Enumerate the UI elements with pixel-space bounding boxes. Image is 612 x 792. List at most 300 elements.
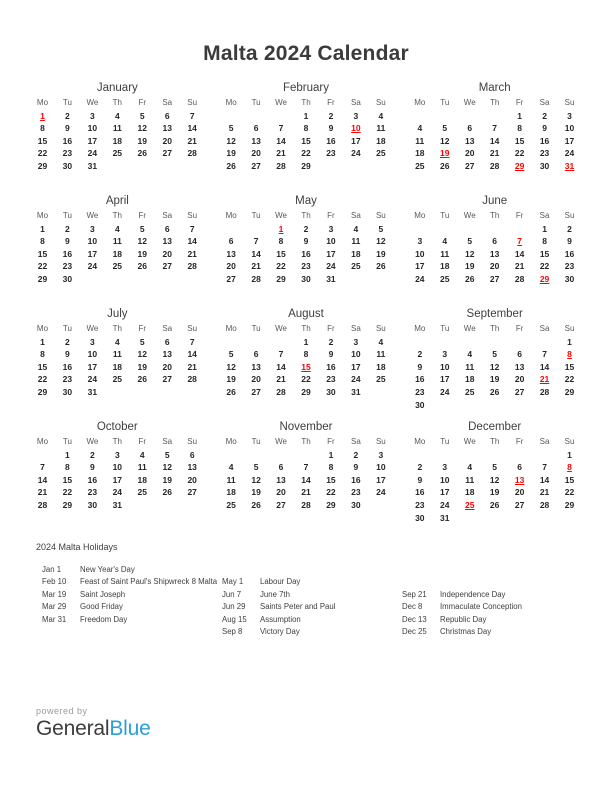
day-cell: 16: [62, 361, 73, 372]
day-cell: 3: [417, 236, 423, 247]
day-header: Sa: [351, 437, 361, 446]
holiday-date: Feb 10: [42, 577, 67, 587]
day-cell: 15: [62, 474, 73, 485]
holiday-row: [222, 614, 402, 626]
day-cell: 17: [326, 248, 336, 259]
day-cell: 9: [542, 123, 547, 134]
holiday-name: Good Friday: [80, 602, 123, 612]
day-cell-holiday: 29: [539, 273, 550, 284]
day-cell: 6: [189, 449, 195, 460]
holiday-row: [42, 601, 222, 613]
day-header: Sa: [351, 324, 361, 333]
day-header: We: [275, 211, 287, 220]
holiday-name: New Year's Day: [80, 565, 135, 574]
day-cell: 4: [378, 336, 384, 347]
day-grid: [30, 436, 205, 512]
month-february: [219, 80, 394, 193]
day-cell: 3: [90, 110, 95, 121]
day-cell: 24: [87, 148, 98, 159]
day-header: Su: [564, 437, 575, 446]
day-cell: 22: [37, 374, 48, 385]
day-header: Th: [301, 98, 311, 107]
day-header: Tu: [251, 211, 261, 220]
day-cell: 20: [162, 361, 172, 372]
day-cell: 11: [137, 462, 147, 473]
day-cell: 17: [415, 261, 425, 272]
day-header: Th: [301, 324, 311, 333]
day-cell: 9: [65, 349, 70, 360]
day-cell: 5: [253, 462, 259, 473]
day-cell-holiday: 21: [539, 374, 550, 385]
holiday-row: [222, 576, 402, 588]
day-cell: 22: [62, 487, 73, 498]
day-cell: 2: [65, 110, 70, 121]
day-header: Mo: [36, 98, 49, 107]
day-cell: 29: [62, 499, 73, 510]
day-cell: 18: [112, 248, 123, 259]
day-header: Tu: [62, 211, 72, 220]
day-cell: 5: [467, 236, 473, 247]
day-cell: 26: [489, 386, 500, 397]
day-cell: 23: [87, 487, 98, 498]
day-cell: 31: [112, 499, 123, 510]
month-title: August: [288, 308, 324, 320]
day-cell: 12: [440, 135, 450, 146]
day-cell: 25: [415, 160, 425, 171]
day-cell: 7: [278, 349, 284, 360]
holiday-date: May 1: [222, 577, 244, 587]
day-cell: 26: [162, 487, 172, 498]
day-cell: 24: [376, 487, 386, 498]
day-cell: 11: [226, 474, 236, 485]
day-cell: 2: [328, 110, 334, 121]
day-cell: 28: [539, 386, 550, 397]
day-cell: 23: [301, 261, 311, 272]
day-cell: 9: [65, 123, 70, 134]
day-cell: 18: [376, 361, 386, 372]
day-cell: 16: [564, 248, 575, 259]
day-cell: 11: [112, 236, 122, 247]
day-cell: 29: [276, 273, 286, 284]
month-july: [30, 306, 205, 419]
day-cell: 11: [465, 361, 475, 372]
day-cell: 9: [567, 236, 572, 247]
day-header: Fr: [138, 437, 147, 446]
day-cell: 19: [489, 487, 500, 498]
day-cell: 24: [351, 148, 361, 159]
day-cell: 30: [326, 386, 336, 397]
holiday-name: Independence Day: [440, 589, 506, 599]
day-header: Sa: [162, 324, 173, 333]
day-cell: 15: [37, 361, 48, 372]
day-cell: 30: [62, 386, 73, 397]
day-header: Sa: [162, 98, 173, 107]
day-header: Sa: [162, 211, 173, 220]
day-header: Fr: [515, 437, 524, 446]
day-cell: 21: [276, 148, 286, 159]
day-cell: 26: [376, 261, 386, 272]
day-cell: 21: [251, 261, 261, 272]
day-cell: 27: [162, 374, 172, 385]
holiday-name: Freedom Day: [80, 614, 128, 624]
day-cell: 3: [353, 110, 359, 121]
day-cell: 5: [164, 449, 170, 460]
day-cell: 14: [276, 135, 286, 146]
month-title: January: [96, 82, 138, 94]
day-header: Su: [187, 211, 198, 220]
day-cell: 1: [567, 449, 572, 460]
day-cell: 24: [326, 261, 336, 272]
day-cell: 22: [539, 261, 550, 272]
holiday-row: [42, 589, 222, 601]
day-cell: 9: [328, 123, 334, 134]
day-cell: 2: [90, 449, 95, 460]
day-cell: 19: [226, 148, 236, 159]
day-cell: 14: [251, 248, 261, 259]
day-cell: 18: [440, 261, 450, 272]
day-cell: 13: [489, 248, 500, 259]
day-header: Th: [301, 437, 311, 446]
day-cell: 30: [62, 160, 73, 171]
day-cell: 7: [189, 110, 195, 121]
day-cell: 2: [417, 462, 423, 473]
holiday-name: Assumption: [260, 614, 301, 624]
day-cell: 6: [164, 336, 170, 347]
holiday-date: Dec 13: [402, 614, 427, 624]
day-cell: 21: [539, 487, 550, 498]
month-title: February: [282, 82, 329, 94]
month-title: May: [295, 195, 317, 207]
holiday-row: [402, 614, 582, 626]
day-header: Tu: [251, 437, 261, 446]
day-cell: 2: [417, 349, 423, 360]
holiday-name: Feast of Saint Paul's Shipwreck 8 Malta: [80, 577, 218, 587]
day-grid: [219, 210, 394, 286]
day-cell: 31: [326, 273, 336, 284]
day-cell: 13: [162, 236, 172, 247]
month-title: September: [466, 308, 523, 320]
day-cell: 3: [567, 110, 572, 121]
day-cell: 17: [112, 474, 123, 485]
day-cell: 14: [187, 123, 197, 134]
day-cell: 31: [351, 386, 361, 397]
day-cell: 20: [162, 135, 172, 146]
day-cell: 5: [139, 223, 145, 234]
day-cell: 5: [492, 462, 498, 473]
holiday-name: June 7th: [260, 589, 290, 599]
day-cell: 11: [112, 123, 122, 134]
day-grid: [219, 323, 394, 399]
day-header: Fr: [515, 211, 524, 220]
day-cell: 23: [62, 261, 73, 272]
day-header: Th: [301, 211, 311, 220]
day-cell: 9: [417, 474, 423, 485]
day-cell-holiday: 8: [567, 349, 572, 360]
day-cell: 14: [514, 248, 525, 259]
day-cell: 10: [440, 361, 450, 372]
day-cell: 25: [112, 148, 123, 159]
day-cell: 18: [464, 487, 475, 498]
day-cell: 3: [328, 223, 334, 234]
day-cell: 18: [137, 474, 147, 485]
day-header: Mo: [225, 211, 237, 220]
day-cell: 4: [114, 336, 120, 347]
month-december: [407, 419, 582, 532]
day-header: Mo: [36, 437, 49, 446]
day-cell: 5: [492, 349, 498, 360]
day-cell: 4: [114, 110, 120, 121]
day-cell: 26: [464, 273, 475, 284]
day-header: Fr: [515, 98, 524, 107]
day-cell: 11: [351, 236, 361, 247]
day-cell: 21: [37, 487, 48, 498]
day-header: Th: [112, 437, 122, 446]
day-cell-holiday: 1: [40, 110, 45, 121]
day-cell: 26: [137, 261, 147, 272]
day-cell: 4: [467, 349, 473, 360]
day-cell-holiday: 19: [440, 148, 450, 159]
holiday-row: [402, 589, 582, 601]
day-header: Tu: [62, 98, 72, 107]
day-cell: 10: [415, 248, 425, 259]
day-header: Tu: [440, 211, 450, 220]
day-cell: 20: [514, 374, 525, 385]
day-header: Tu: [440, 437, 450, 446]
day-cell-holiday: 25: [464, 499, 475, 510]
day-cell: 2: [353, 449, 359, 460]
day-cell: 4: [467, 462, 473, 473]
day-cell: 17: [440, 487, 450, 498]
day-cell: 4: [417, 123, 423, 134]
day-cell: 28: [187, 374, 197, 385]
day-cell: 1: [567, 336, 572, 347]
day-cell: 21: [301, 487, 311, 498]
day-header: Fr: [327, 437, 335, 446]
day-cell: 6: [253, 349, 259, 360]
day-cell: 28: [276, 386, 286, 397]
day-cell: 16: [539, 135, 550, 146]
day-cell: 31: [440, 512, 450, 523]
day-cell: 28: [251, 273, 261, 284]
day-cell: 1: [40, 336, 45, 347]
holiday-row: [42, 564, 222, 576]
page-title: Malta 2024 Calendar: [203, 42, 409, 65]
day-cell: 15: [37, 135, 48, 146]
holiday-name: Christmas Day: [440, 626, 492, 636]
day-header: Tu: [62, 324, 72, 333]
day-cell: 26: [489, 499, 500, 510]
month-title: April: [105, 195, 129, 207]
day-cell: 15: [276, 248, 286, 259]
day-cell: 2: [567, 223, 572, 234]
day-header: Tu: [440, 98, 450, 107]
day-cell: 5: [378, 223, 384, 234]
day-cell: 13: [514, 361, 525, 372]
day-cell: 29: [37, 386, 48, 397]
day-header: Sa: [351, 98, 361, 107]
holiday-name: Immaculate Conception: [440, 602, 522, 612]
day-cell-holiday: 8: [567, 462, 572, 473]
day-cell: 17: [87, 135, 98, 146]
day-cell: 11: [112, 349, 122, 360]
month-october: [30, 419, 205, 532]
month-title: October: [96, 421, 138, 433]
holiday-column: [222, 564, 402, 638]
day-cell: 11: [415, 135, 425, 146]
day-header: We: [86, 324, 99, 333]
day-cell: 26: [137, 148, 147, 159]
day-grid: [219, 436, 394, 512]
day-cell: 29: [326, 499, 336, 510]
day-cell: 15: [564, 474, 575, 485]
day-cell: 12: [226, 135, 236, 146]
holiday-name: Labour Day: [260, 577, 301, 587]
day-cell: 29: [564, 499, 575, 510]
day-cell-holiday: 15: [301, 361, 311, 372]
day-cell: 10: [376, 462, 386, 473]
day-cell: 18: [464, 374, 475, 385]
day-cell: 30: [62, 273, 73, 284]
day-cell: 7: [253, 236, 259, 247]
day-cell: 23: [564, 261, 575, 272]
day-cell: 8: [40, 123, 45, 134]
day-cell: 2: [328, 336, 334, 347]
day-cell: 8: [303, 349, 309, 360]
day-cell: 28: [514, 273, 525, 284]
holiday-name: Saint Joseph: [80, 589, 126, 599]
day-cell: 20: [489, 261, 500, 272]
day-cell: 26: [226, 160, 236, 171]
day-cell: 3: [90, 223, 95, 234]
day-header: Fr: [327, 324, 335, 333]
day-cell: 9: [353, 462, 359, 473]
day-grid: [30, 97, 205, 173]
day-cell: 19: [137, 361, 147, 372]
day-cell: 28: [37, 499, 48, 510]
holiday-name: Republic Day: [440, 614, 487, 624]
day-cell: 30: [301, 273, 311, 284]
day-cell: 21: [514, 261, 525, 272]
day-header: Tu: [440, 324, 450, 333]
day-cell: 3: [114, 449, 120, 460]
day-header: Su: [187, 324, 198, 333]
day-cell: 15: [301, 135, 311, 146]
day-header: Fr: [515, 324, 524, 333]
day-cell: 16: [415, 374, 425, 385]
day-cell: 2: [65, 223, 70, 234]
day-cell: 19: [464, 261, 475, 272]
day-cell: 5: [139, 336, 145, 347]
month-may: [219, 193, 394, 306]
day-cell-holiday: 7: [517, 236, 522, 247]
day-cell: 1: [40, 223, 45, 234]
brand-general-text: General: [36, 717, 110, 740]
day-cell: 30: [415, 399, 425, 410]
day-cell: 17: [87, 361, 98, 372]
day-cell: 8: [328, 462, 334, 473]
holiday-name: Saints Peter and Paul: [260, 602, 336, 612]
day-cell: 22: [564, 487, 575, 498]
day-cell: 16: [326, 361, 336, 372]
day-header: Th: [489, 437, 500, 446]
day-cell: 28: [276, 160, 286, 171]
month-title: June: [482, 195, 508, 207]
day-header: We: [463, 324, 476, 333]
day-cell: 22: [276, 261, 286, 272]
day-cell: 18: [351, 248, 361, 259]
holiday-date: Dec 8: [402, 602, 423, 612]
day-cell: 25: [226, 499, 236, 510]
day-cell: 2: [303, 223, 309, 234]
day-cell: 2: [542, 110, 547, 121]
day-cell: 15: [326, 474, 336, 485]
day-cell: 25: [137, 487, 147, 498]
day-cell: 30: [539, 160, 550, 171]
day-cell: 11: [376, 349, 386, 360]
day-cell: 5: [139, 110, 145, 121]
day-cell-holiday: 31: [564, 160, 575, 171]
day-cell: 12: [137, 123, 147, 134]
day-cell: 9: [303, 236, 309, 247]
day-cell: 18: [112, 361, 123, 372]
day-cell: 20: [226, 261, 236, 272]
day-cell: 19: [376, 248, 386, 259]
day-cell: 27: [514, 499, 525, 510]
day-cell: 10: [112, 462, 123, 473]
day-cell: 29: [301, 160, 311, 171]
day-cell: 13: [251, 361, 261, 372]
day-cell: 18: [415, 148, 425, 159]
day-header: Tu: [251, 324, 261, 333]
day-cell: 26: [251, 499, 261, 510]
day-cell: 21: [187, 361, 197, 372]
day-cell: 14: [187, 349, 197, 360]
day-header: Th: [489, 324, 500, 333]
day-cell: 7: [542, 462, 547, 473]
day-cell: 23: [415, 499, 425, 510]
day-cell: 31: [87, 386, 98, 397]
day-cell: 7: [40, 462, 45, 473]
day-cell: 30: [564, 273, 575, 284]
day-header: Su: [375, 98, 386, 107]
day-cell: 27: [251, 386, 261, 397]
day-cell: 5: [228, 123, 234, 134]
day-cell: 19: [162, 474, 172, 485]
day-cell: 22: [37, 261, 48, 272]
day-cell: 3: [442, 462, 448, 473]
day-cell: 1: [328, 449, 334, 460]
day-cell: 27: [251, 160, 261, 171]
day-cell: 9: [65, 236, 70, 247]
day-cell: 29: [37, 273, 48, 284]
day-cell: 1: [303, 336, 309, 347]
day-cell: 5: [228, 349, 234, 360]
day-cell: 8: [65, 462, 70, 473]
day-cell: 28: [187, 148, 197, 159]
day-cell: 10: [564, 123, 575, 134]
day-header: Su: [375, 211, 386, 220]
day-cell: 7: [189, 223, 195, 234]
day-cell: 23: [326, 374, 336, 385]
holiday-date: Jun 29: [222, 602, 246, 612]
day-cell: 20: [276, 487, 286, 498]
day-cell: 29: [564, 386, 575, 397]
day-cell: 10: [87, 123, 98, 134]
day-header: Th: [112, 211, 122, 220]
day-cell: 6: [517, 349, 522, 360]
day-header: Mo: [414, 437, 426, 446]
day-cell: 27: [464, 160, 475, 171]
